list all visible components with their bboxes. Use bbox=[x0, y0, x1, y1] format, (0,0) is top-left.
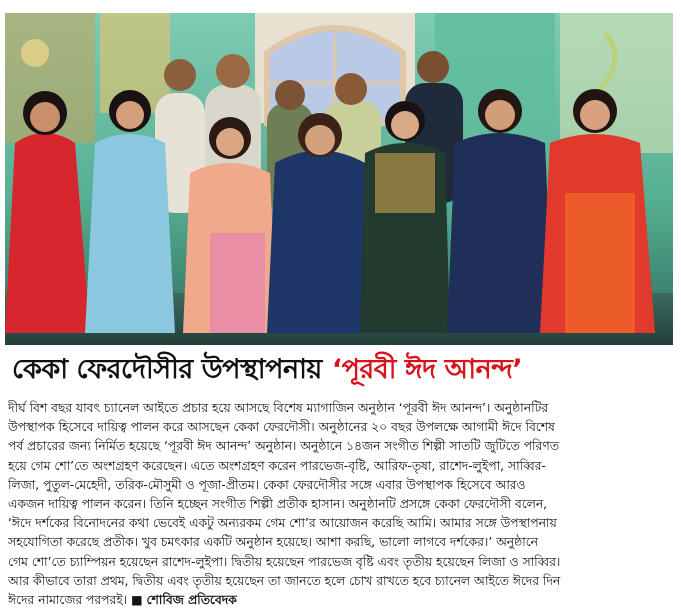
body-line: উপস্থাপক হিসেবে দায়িত্ব পালন করে আসছেন কেকা ফেরদৌসী। অনুষ্ঠানের ২০ বছর উপলক্ষে আগামী ঈদে বিশেষ bbox=[8, 420, 555, 435]
body-line: গেম শো’তে চ্যাম্পিয়ন হয়েছেন রাশেদ-লুইপা। দ্বিতীয় হয়েছেন পারভেজ বৃষ্টি এবং তৃতীয় হয়েছেন লিজা ও সাব্বির। bbox=[8, 554, 561, 569]
headline bbox=[12, 349, 672, 393]
group-photo bbox=[5, 13, 673, 345]
body-line: সহযোগিতা করেছে প্রতীক। খুব চমৎকার একটি অনুষ্ঠান হয়েছে। আশা করছি, ভালো লাগবে দর্শকের।’ অনুষ্ঠানে bbox=[8, 535, 538, 550]
body-line: একজন দায়িত্ব পালন করেন। তিনি হচ্ছেন সংগীত শিল্পী প্রতীক হাসান। অনুষ্ঠানটি প্রসঙ্গে কেকা ফেরদৌসী বলেন, bbox=[8, 497, 548, 512]
headline-show-title: ‘পূরবী ঈদ আনন্দ’ bbox=[331, 353, 523, 385]
body-line: হয়ে গেম শো’তে অংশগ্রহণ করেছেন। এতে অংশগ্রহণ করেন পারভেজ-বৃষ্টি, আরিফ-তৃষা, রাশেদ-লুইপা, সাব্বির- bbox=[8, 458, 546, 473]
body-last-line bbox=[8, 591, 674, 610]
body-line: দীর্ঘ বিশ বছর যাবৎ চ্যানেল আইতে প্রচার হয়ে আসছে বিশেষ ম্যাগাজিন অনুষ্ঠান ‘পূরবী ঈদ আনন্দ’। অনুষ্ঠানটির bbox=[8, 401, 549, 415]
byline-bullet: ■ bbox=[130, 593, 143, 608]
body-line: ‘ঈদে দর্শকের বিনোদনের কথা ভেবেই একটু অন্যরকম গেম শো’র আয়োজন করেছি আমি। আমার সঙ্গে উপস্থাপনায় bbox=[8, 516, 557, 531]
body-line: আর কীভাবে তারা প্রথম, দ্বিতীয় এবং তৃতীয় হয়েছেন তা জানতে হলে চোখ রাখতে হবে চ্যানেল আইতে ঈদের দিন bbox=[8, 573, 561, 588]
byline: শোবিজ প্রতিবেদক bbox=[146, 593, 237, 608]
headline-main: কেকা ফেরদৌসীর উপস্থাপনায় bbox=[12, 353, 322, 385]
body-line: ঈদের নামাজের পরপরই। bbox=[8, 593, 128, 608]
body-line: লিজা, পুতুল-মেহেদী, তরিক-মৌসুমী ও পূজা-প্রীতম। কেকা ফেরদৌসীর সঙ্গে এবার উপস্থাপক হিসেবে আরও bbox=[8, 477, 526, 492]
body-line: পর্ব প্রচারের জন্য নির্মিত হয়েছে ‘পূরবী ঈদ আনন্দ’ অনুষ্ঠান। অনুষ্ঠানে ১৪জন সংগীত শিল্পী সাতটি জুটিতে পরিণত bbox=[8, 439, 559, 454]
group-photo-illustration bbox=[5, 13, 673, 345]
article-body bbox=[8, 399, 674, 610]
